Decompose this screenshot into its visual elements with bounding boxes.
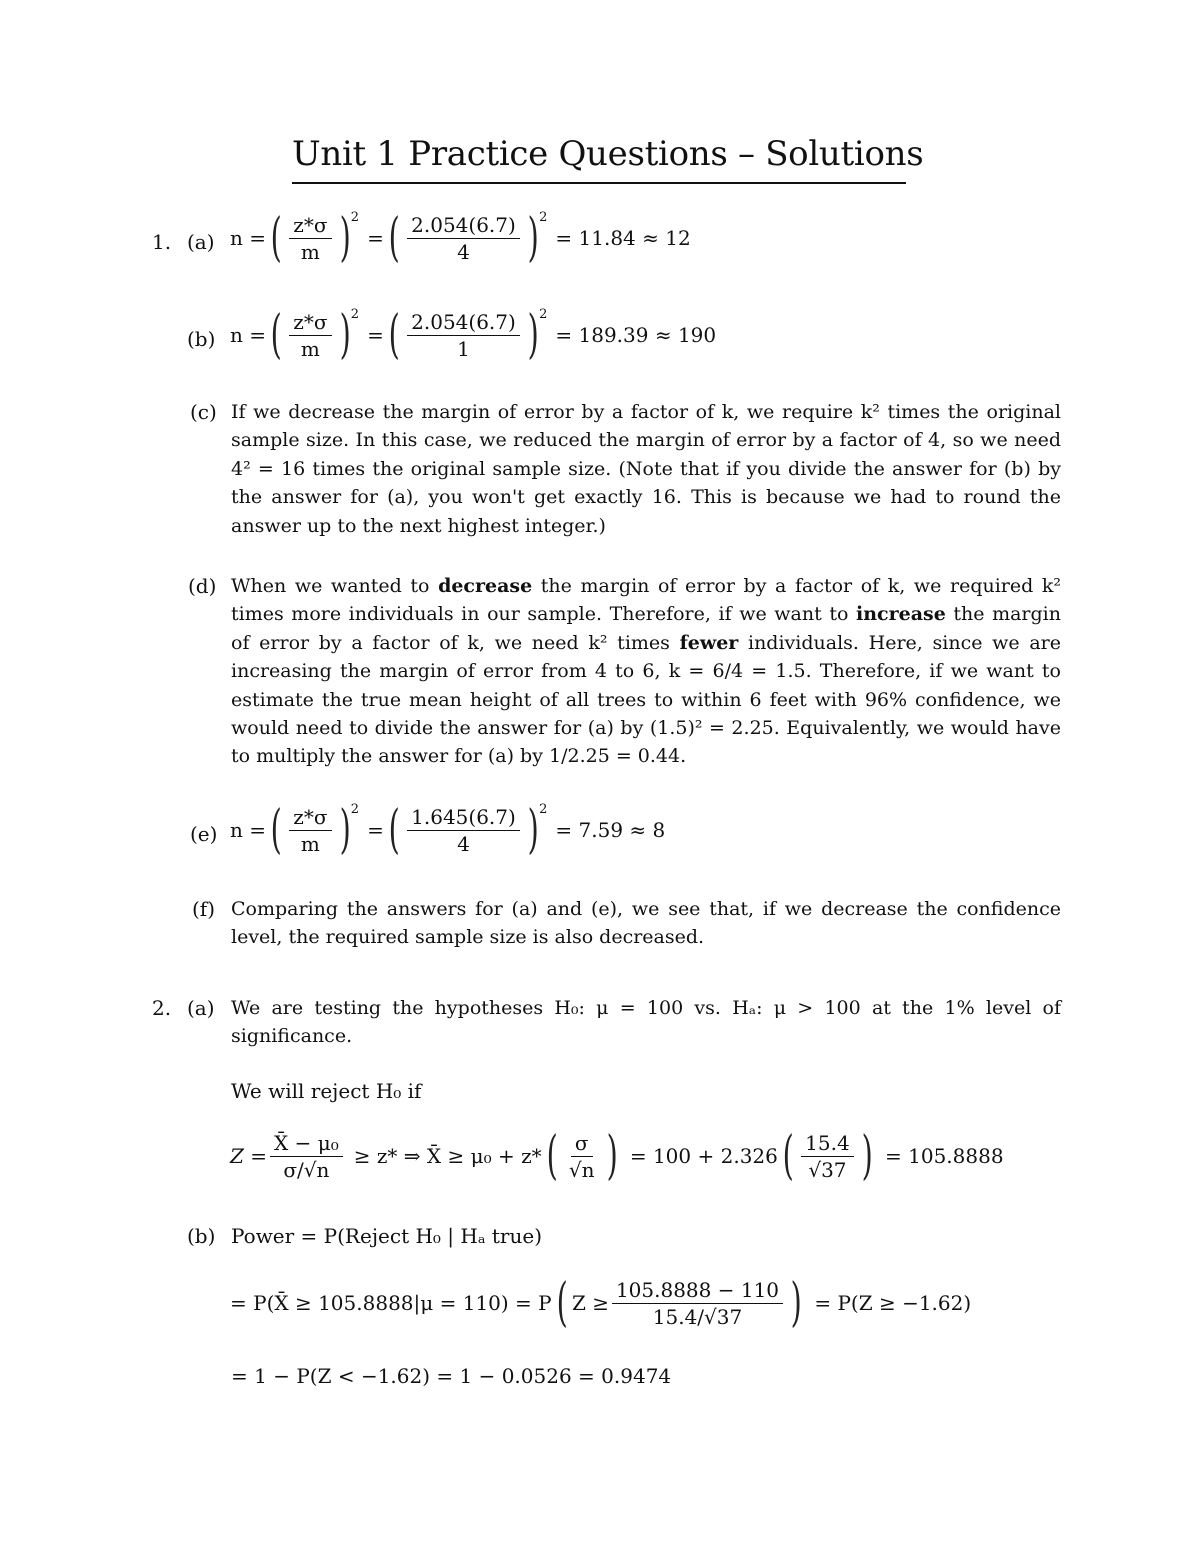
q1b-result: = 189.39 ≈ 190 xyxy=(555,323,717,347)
q2a-equation: Z = $\frac{\text{X̄ − μ₀}}{\sigma/√n}$ ≥ z* ⇒ X̄ ≥ μ₀ + z* ( $\frac{\sigma}{√n}$ ) = 100 + 2.326 ( $\frac{15.4}{√37}$ ) = 105.8888 xyxy=(230,1126,1004,1186)
q1a-label: (a) xyxy=(187,230,215,254)
q1b-equation: n = ( $\frac{z*\sigma}{m}$ ) 2 = ( $\frac{2.054(6.7)}{1}$ ) 2 = 189.39 ≈ 190 xyxy=(230,305,717,365)
q1a-fraction-2: $\frac{2.054(6.7)}{4}$ xyxy=(407,214,520,263)
page-title: Unit 1 Practice Questions – Solutions xyxy=(292,134,924,174)
q1d-label: (d) xyxy=(188,574,217,598)
q1e-equation: n = ( $\frac{z*\sigma}{m}$ ) 2 = ( $\frac{1.645(6.7)}{4}$ ) 2 = 7.59 ≈ 8 xyxy=(230,800,666,860)
q2b-label: (b) xyxy=(187,1224,216,1248)
q2a-label: (a) xyxy=(187,996,215,1020)
q1a-lhs: n = xyxy=(230,226,266,250)
q1e-label: (e) xyxy=(190,822,218,846)
q1a-equation: n = ( $\frac{z*\sigma}{m}$ ) 2 = ( $\frac{2.054(6.7)}{4}$ ) 2 = 11.84 ≈ 12 xyxy=(230,208,691,268)
title-underline xyxy=(292,182,906,184)
q1c-text: If we decrease the margin of error by a factor of k, we require k² times the original sample size. In this case, we reduced the margin of error by a factor of 4, so we need 4² = 16 times the original sample size. (Note that if you divide the answer for (b) by the answer for (a), you won't get exactly 16. This is because we had to round the answer up to the next highest integer.) xyxy=(231,401,1061,537)
q1e-result: = 7.59 ≈ 8 xyxy=(555,818,666,842)
q1d-text: When we wanted to decrease the margin of error by a factor of k, we required k² times more individuals in our sample. Therefore, if we want to increase the margin of error by a factor of k, we need k² times fewer individuals. Here, since we are increasing the margin of error from 4 to 6, k = 6/4 = 1.5. Therefore, if we want to estimate the true mean height of all trees to within 6 feet with 96% confidence, we would need to divide the answer for (a) by (1.5)² = 2.25. Equivalently, we would have to multiply the answer for (a) by 1/2.25 = 0.44. xyxy=(231,575,1062,768)
q1f-label: (f) xyxy=(192,897,216,921)
q2a-text: We are testing the hypotheses H₀: μ = 100 vs. Hₐ: μ > 100 at the 1% level of significance. xyxy=(231,997,1061,1048)
q1b-label: (b) xyxy=(187,327,216,351)
q2a-reject-text: We will reject H₀ if xyxy=(231,1079,422,1103)
question-1-number: 1. xyxy=(152,230,172,254)
q1c-label: (c) xyxy=(190,400,217,424)
q2b-equation-line-2: = P(X̄ ≥ 105.8888|μ = 110) = P ( Z ≥ $\frac{105.8888 - 110}{15.4/√37}$ ) = P(Z ≥ −1.62) xyxy=(230,1273,972,1333)
q1a-fraction-1: $\frac{z*\sigma}{m}$ xyxy=(289,214,331,263)
q1f-text: Comparing the answers for (a) and (e), we see that, if we decrease the confidence level, the required sample size is also decreased. xyxy=(231,898,1061,949)
q2b-power: Power = P(Reject H₀ | Hₐ true) xyxy=(231,1224,543,1248)
q2b-equation-line-3: = 1 − P(Z < −1.62) = 1 − 0.0526 = 0.9474 xyxy=(231,1364,672,1388)
question-2-number: 2. xyxy=(152,996,172,1020)
q1a-result: = 11.84 ≈ 12 xyxy=(555,226,691,250)
